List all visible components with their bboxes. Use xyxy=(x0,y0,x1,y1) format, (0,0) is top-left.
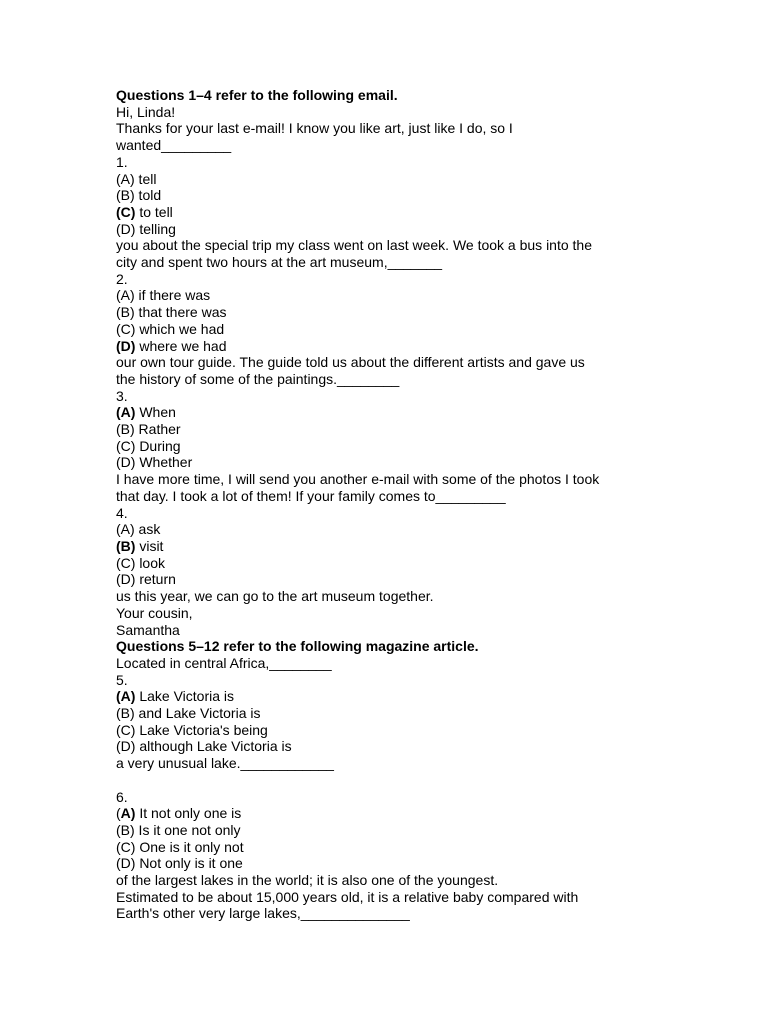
document-body xyxy=(116,87,656,922)
text-line xyxy=(116,505,656,522)
text-line xyxy=(116,839,656,856)
text-line xyxy=(116,104,656,121)
text-line xyxy=(116,304,656,321)
text-line xyxy=(116,622,656,639)
text-line xyxy=(116,354,656,371)
line-text: (D) return xyxy=(116,571,176,588)
line-text: where we had xyxy=(135,337,227,354)
text-line xyxy=(116,521,656,538)
line-text: that day. I took a lot of them! If your family comes to_________ xyxy=(116,487,506,504)
text-line xyxy=(116,789,656,806)
text-line xyxy=(116,571,656,588)
answer-key-label: (A) xyxy=(116,688,136,705)
section-heading xyxy=(116,638,656,655)
text-line xyxy=(116,705,656,722)
line-text: (C) One is it only not xyxy=(116,838,244,855)
line-text: (D) Not only is it one xyxy=(116,855,243,872)
line-text: to tell xyxy=(135,203,173,220)
line-text: (B) told xyxy=(116,187,162,204)
line-text: Thanks for your last e-mail! I know you like art, just like I do, so I xyxy=(116,120,513,137)
answer-key-label: (B) xyxy=(116,537,136,554)
answer-key-label: (A) xyxy=(116,404,136,421)
text-line xyxy=(116,287,656,304)
line-text: Earth's other very large lakes,______________ xyxy=(116,905,410,922)
line-prefix: ( xyxy=(116,805,121,822)
line-text: 4. xyxy=(116,504,128,521)
text-line xyxy=(116,722,656,739)
text-line xyxy=(116,404,656,421)
answer-key-label: A) xyxy=(120,805,136,822)
line-text: you about the special trip my class went on last week. We took a bus into the xyxy=(116,237,592,254)
text-line xyxy=(116,371,656,388)
line-text: Estimated to be about 15,000 years old, it is a relative baby compared with xyxy=(116,888,579,905)
text-line xyxy=(116,755,656,772)
text-line xyxy=(116,221,656,238)
line-text: Your cousin, xyxy=(116,604,193,621)
text-line xyxy=(116,388,656,405)
line-text: 3. xyxy=(116,387,128,404)
line-text: 5. xyxy=(116,671,128,688)
line-text: (A) tell xyxy=(116,170,157,187)
line-text: Questions 5–12 refer to the following magazine article. xyxy=(116,638,479,655)
text-line xyxy=(116,454,656,471)
text-line xyxy=(116,187,656,204)
line-text: Questions 1–4 refer to the following email. xyxy=(116,87,398,103)
text-line xyxy=(116,237,656,254)
line-text: (C) which we had xyxy=(116,320,225,337)
text-line xyxy=(116,321,656,338)
line-text: (A) ask xyxy=(116,521,161,538)
line-text: our own tour guide. The guide told us about the different artists and gave us xyxy=(116,354,585,371)
line-text: (B) Is it one not only xyxy=(116,821,241,838)
text-line xyxy=(116,421,656,438)
line-text: Hi, Linda! xyxy=(116,103,176,120)
line-text: 2. xyxy=(116,270,128,287)
line-text: (D) telling xyxy=(116,220,176,237)
section-heading xyxy=(116,87,656,104)
line-text: (C) During xyxy=(116,437,181,454)
text-line xyxy=(116,889,656,906)
text-line xyxy=(116,204,656,221)
line-text: 1. xyxy=(116,153,128,170)
answer-key-label: (C) xyxy=(116,203,136,220)
text-line xyxy=(116,154,656,171)
text-line xyxy=(116,588,656,605)
line-text: (B) that there was xyxy=(116,304,227,321)
text-line xyxy=(116,688,656,705)
text-line xyxy=(116,822,656,839)
line-text: wanted_________ xyxy=(116,137,232,154)
text-line xyxy=(116,271,656,288)
line-text: 6. xyxy=(116,788,128,805)
line-text: the history of some of the paintings.________ xyxy=(116,370,400,387)
line-text: (D) although Lake Victoria is xyxy=(116,738,292,755)
text-line xyxy=(116,672,656,689)
line-text: Lake Victoria is xyxy=(135,688,235,705)
text-line xyxy=(116,855,656,872)
text-line xyxy=(116,805,656,822)
text-line xyxy=(116,488,656,505)
text-line xyxy=(116,137,656,154)
line-text: Samantha xyxy=(116,621,180,638)
line-text: (C) Lake Victoria's being xyxy=(116,721,268,738)
text-line xyxy=(116,120,656,137)
answer-key-label: (D) xyxy=(116,337,136,354)
line-text: When xyxy=(135,404,176,421)
text-line xyxy=(116,254,656,271)
line-text: visit xyxy=(135,537,164,554)
line-text: (A) if there was xyxy=(116,287,211,304)
line-text: I have more time, I will send you another e-mail with some of the photos I took xyxy=(116,471,600,488)
line-text: of the largest lakes in the world; it is also one of the youngest. xyxy=(116,872,499,889)
text-line xyxy=(116,905,656,922)
text-line xyxy=(116,538,656,555)
text-line xyxy=(116,471,656,488)
line-text: (C) look xyxy=(116,554,166,571)
line-text: us this year, we can go to the art museum together. xyxy=(116,588,434,605)
line-text: (D) Whether xyxy=(116,454,193,471)
text-line xyxy=(116,438,656,455)
line-text: (B) and Lake Victoria is xyxy=(116,705,261,722)
text-line xyxy=(116,655,656,672)
line-text: city and spent two hours at the art museum,_______ xyxy=(116,254,443,271)
text-line xyxy=(116,872,656,889)
line-text: a very unusual lake.____________ xyxy=(116,755,334,772)
text-line xyxy=(116,338,656,355)
text-line xyxy=(116,171,656,188)
line-text: It not only one is xyxy=(135,805,242,822)
line-text: (B) Rather xyxy=(116,421,181,438)
line-text: Located in central Africa,________ xyxy=(116,654,332,671)
text-line xyxy=(116,738,656,755)
text-line xyxy=(116,605,656,622)
text-line xyxy=(116,772,656,789)
text-line xyxy=(116,555,656,572)
